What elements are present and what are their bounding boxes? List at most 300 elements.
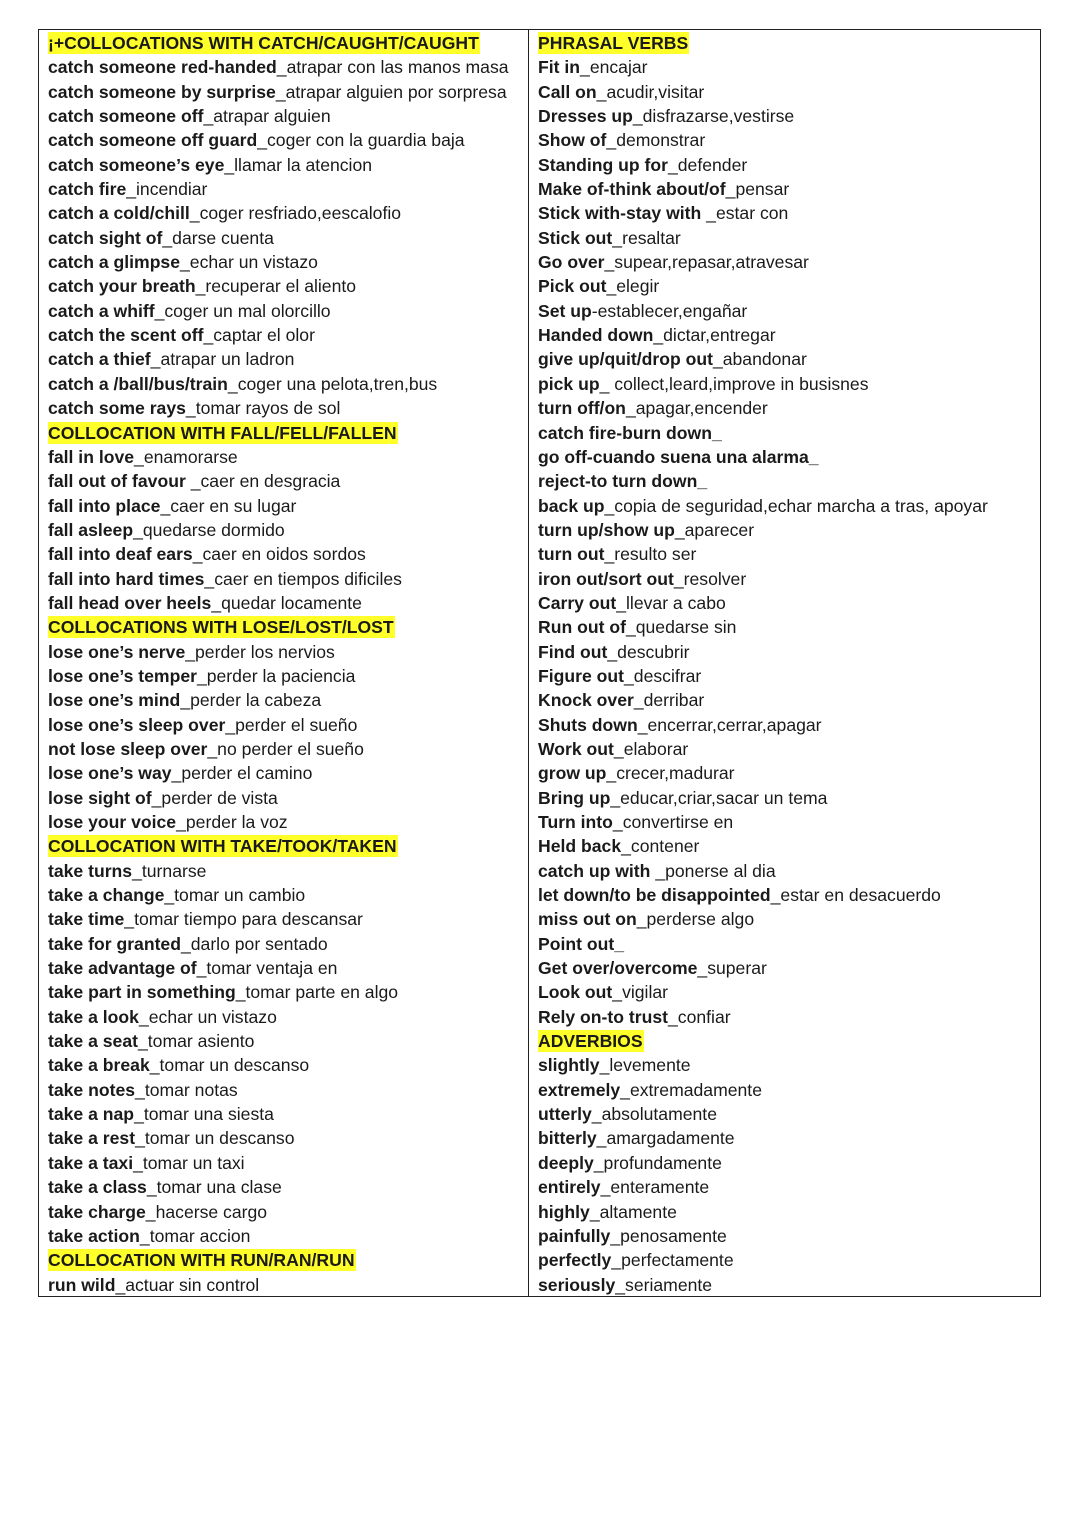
vocab-meaning: _supear,repasar,atravesar bbox=[604, 252, 809, 273]
vocab-term: Call on bbox=[538, 81, 597, 102]
vocab-meaning: _convertirse en bbox=[612, 812, 734, 832]
vocab-term: Make of-think about/of bbox=[538, 179, 726, 200]
vocab-meaning: _penosamente bbox=[610, 1225, 727, 1246]
vocab-meaning: _enamorarse bbox=[134, 446, 238, 467]
vocab-term: take advantage of bbox=[48, 958, 197, 979]
vocab-entry bbox=[538, 1273, 1040, 1296]
vocab-entry bbox=[48, 250, 528, 274]
vocab-meaning: _resolver bbox=[673, 568, 747, 589]
vocab-term: lose your voice bbox=[48, 812, 177, 832]
vocab-term: go off-cuando suena una alarma_ bbox=[538, 446, 819, 467]
vocab-entry bbox=[48, 664, 528, 688]
section-heading-row bbox=[48, 1248, 528, 1272]
vocab-term: seriously bbox=[538, 1274, 616, 1295]
vocab-term: bitterly bbox=[538, 1128, 597, 1149]
vocab-entry bbox=[48, 226, 528, 250]
section-heading: COLLOCATION WITH TAKE/TOOK/TAKEN bbox=[48, 836, 397, 857]
vocab-entry bbox=[48, 494, 528, 518]
vocab-term: back up bbox=[538, 495, 605, 516]
vocab-entry bbox=[538, 1078, 1040, 1102]
vocab-term: perfectly bbox=[538, 1250, 612, 1271]
vocab-meaning: _descubrir bbox=[607, 641, 690, 662]
vocab-entry bbox=[48, 542, 528, 566]
vocab-meaning: _disfrazarse,vestirse bbox=[632, 106, 795, 127]
vocab-entry bbox=[538, 274, 1040, 298]
vocab-term: take a look bbox=[48, 1006, 139, 1027]
vocab-entry bbox=[48, 1175, 528, 1199]
vocab-entry bbox=[538, 688, 1040, 712]
vocab-meaning: _perder de vista bbox=[151, 787, 278, 808]
vocab-term: Get over/overcome bbox=[538, 958, 698, 979]
vocab-meaning: _llamar la atencion bbox=[224, 154, 373, 175]
vocab-meaning: _encajar bbox=[580, 57, 648, 78]
vocab-entry bbox=[538, 1126, 1040, 1150]
vocab-meaning: _perder el camino bbox=[171, 763, 313, 784]
vocab-term: entirely bbox=[538, 1177, 601, 1198]
vocab-entry bbox=[48, 128, 528, 152]
vocab-meaning: -establecer,engañar bbox=[591, 300, 748, 321]
vocab-term: miss out on bbox=[538, 909, 637, 930]
vocab-meaning: _tomar notas bbox=[135, 1079, 238, 1100]
vocab-entry bbox=[538, 786, 1040, 810]
vocab-term: catch someone off guard bbox=[48, 130, 258, 151]
vocab-term: Work out bbox=[538, 738, 614, 759]
vocab-meaning: _tomar un descanso bbox=[135, 1128, 295, 1149]
vocab-entry bbox=[538, 518, 1040, 542]
vocab-term: fall asleep bbox=[48, 519, 134, 540]
vocab-meaning: _actuar sin control bbox=[115, 1274, 260, 1295]
vocab-term: Dresses up bbox=[538, 106, 633, 127]
vocab-meaning: _quedar locamente bbox=[211, 592, 362, 613]
vocab-term: catch some rays bbox=[48, 398, 186, 419]
vocab-meaning: _tomar un cambio bbox=[164, 885, 306, 906]
vocab-meaning: _vigilar bbox=[612, 982, 669, 1003]
section-heading: COLLOCATION WITH FALL/FELL/FALLEN bbox=[48, 422, 397, 443]
vocab-entry bbox=[538, 664, 1040, 688]
vocab-entry bbox=[538, 907, 1040, 931]
vocab-meaning: _caer en su lugar bbox=[160, 495, 297, 516]
vocab-term: take charge bbox=[48, 1201, 146, 1222]
vocab-entry bbox=[538, 396, 1040, 420]
vocab-entry bbox=[538, 834, 1040, 858]
vocab-meaning: _tomar un descanso bbox=[149, 1055, 310, 1076]
vocab-entry bbox=[538, 1151, 1040, 1175]
vocab-meaning: _demonstrar bbox=[606, 130, 706, 151]
vocab-entry bbox=[48, 177, 528, 201]
vocab-meaning: _extremadamente bbox=[620, 1079, 762, 1100]
vocab-term: Standing up for bbox=[538, 154, 668, 175]
vocab-entry bbox=[48, 55, 528, 79]
vocab-meaning: _copia de seguridad,echar marcha a tras, apoyar bbox=[604, 495, 988, 516]
vocab-entry bbox=[538, 591, 1040, 615]
vocab-meaning: _tomar un taxi bbox=[133, 1152, 245, 1173]
vocab-term: lose one’s sleep over bbox=[48, 714, 226, 735]
vocab-entry bbox=[538, 421, 1040, 445]
vocab-meaning: _perder la cabeza bbox=[180, 690, 322, 711]
vocab-term: Handed down bbox=[538, 325, 654, 346]
vocab-term: Point out_ bbox=[538, 933, 625, 954]
vocab-meaning: _enteramente bbox=[600, 1177, 710, 1198]
vocab-term: Set up bbox=[538, 300, 592, 321]
vocab-entry bbox=[538, 323, 1040, 347]
vocab-entry bbox=[48, 396, 528, 420]
vocab-term: take time bbox=[48, 909, 125, 930]
vocab-term: take a class bbox=[48, 1177, 147, 1198]
vocabulary-table bbox=[38, 29, 1041, 1297]
vocab-meaning: _incendiar bbox=[126, 179, 208, 200]
vocab-meaning: _absolutamente bbox=[591, 1104, 717, 1125]
vocab-term: reject-to turn down_ bbox=[538, 471, 708, 492]
vocab-meaning: _darse cuenta bbox=[162, 227, 274, 248]
vocab-meaning: _superar bbox=[697, 958, 767, 979]
vocab-entry bbox=[538, 810, 1040, 834]
vocab-entry bbox=[48, 883, 528, 907]
vocab-term: not lose sleep over bbox=[48, 738, 208, 759]
vocab-entry bbox=[48, 372, 528, 396]
vocab-term: Look out bbox=[538, 982, 613, 1003]
vocab-meaning: _darlo por sentado bbox=[180, 933, 328, 954]
vocab-term: turn up/show up bbox=[538, 519, 675, 540]
vocab-meaning: _crecer,madurar bbox=[606, 763, 735, 784]
vocab-term: take action bbox=[48, 1225, 140, 1246]
vocab-entry bbox=[48, 104, 528, 128]
vocab-term: give up/quit/drop out bbox=[538, 349, 713, 370]
vocab-entry bbox=[538, 567, 1040, 591]
vocab-term: deeply bbox=[538, 1152, 594, 1173]
vocab-meaning: _tomar ventaja en bbox=[196, 958, 338, 979]
vocab-term: Carry out bbox=[538, 592, 617, 613]
vocab-entry bbox=[48, 1151, 528, 1175]
vocab-entry bbox=[48, 1273, 528, 1296]
vocab-meaning: _levemente bbox=[599, 1055, 691, 1076]
vocab-term: take part in something bbox=[48, 982, 236, 1003]
vocab-entry bbox=[538, 640, 1040, 664]
vocab-term: catch a cold/chill bbox=[48, 203, 190, 224]
vocab-term: Bring up bbox=[538, 787, 611, 808]
vocab-entry bbox=[48, 201, 528, 225]
vocab-meaning: _descifrar bbox=[624, 665, 702, 686]
vocab-term: lose one’s temper bbox=[48, 665, 197, 686]
vocab-meaning: _resulto ser bbox=[604, 544, 697, 565]
vocab-meaning: _caer en desgracia bbox=[190, 471, 341, 492]
vocab-term: lose one’s mind bbox=[48, 690, 181, 711]
vocab-entry bbox=[48, 932, 528, 956]
vocab-entry bbox=[538, 932, 1040, 956]
vocab-meaning: _tomar asiento bbox=[138, 1031, 255, 1052]
vocab-meaning: _resaltar bbox=[612, 227, 681, 248]
vocab-entry bbox=[48, 591, 528, 615]
vocab-term: Held back bbox=[538, 836, 622, 857]
section-heading-row bbox=[48, 31, 528, 55]
vocab-entry bbox=[538, 737, 1040, 761]
vocab-term: Go over bbox=[538, 252, 605, 273]
vocab-term: Run out of bbox=[538, 617, 626, 638]
vocab-meaning: _defender bbox=[667, 154, 748, 175]
vocab-term: extremely bbox=[538, 1079, 621, 1100]
vocab-entry bbox=[538, 1175, 1040, 1199]
vocab-entry bbox=[538, 1053, 1040, 1077]
vocab-term: Show of bbox=[538, 130, 607, 151]
vocab-meaning: _llevar a cabo bbox=[616, 592, 726, 613]
vocab-entry bbox=[538, 445, 1040, 469]
vocab-term: take a break bbox=[48, 1055, 150, 1076]
vocab-entry bbox=[538, 494, 1040, 518]
vocab-entry bbox=[538, 372, 1040, 396]
vocab-meaning: _educar,criar,sacar un tema bbox=[610, 787, 828, 808]
vocab-entry bbox=[48, 980, 528, 1004]
vocab-entry bbox=[538, 153, 1040, 177]
vocab-meaning: _turnarse bbox=[132, 860, 207, 881]
vocab-term: take a change bbox=[48, 885, 165, 906]
vocab-entry bbox=[538, 1102, 1040, 1126]
vocab-term: take a taxi bbox=[48, 1152, 134, 1173]
vocab-entry bbox=[48, 323, 528, 347]
vocab-entry bbox=[538, 615, 1040, 639]
vocab-term: fall into hard times bbox=[48, 568, 205, 589]
vocab-term: turn off/on bbox=[538, 398, 626, 419]
vocab-meaning: _profundamente bbox=[593, 1152, 722, 1173]
vocab-entry bbox=[48, 347, 528, 371]
vocab-entry bbox=[538, 226, 1040, 250]
vocab-entry bbox=[538, 201, 1040, 225]
vocab-entry bbox=[538, 713, 1040, 737]
vocab-entry bbox=[48, 1200, 528, 1224]
vocab-meaning: _coger una pelota,tren,bus bbox=[227, 373, 438, 394]
vocab-meaning: _caer en tiempos dificiles bbox=[204, 568, 402, 589]
vocab-meaning: _perderse algo bbox=[636, 909, 755, 930]
vocab-term: catch someone’s eye bbox=[48, 154, 225, 175]
vocab-term: catch sight of bbox=[48, 227, 163, 248]
vocab-entry bbox=[538, 347, 1040, 371]
vocab-entry bbox=[48, 567, 528, 591]
vocab-meaning: _perder la voz bbox=[176, 812, 288, 832]
vocab-entry bbox=[538, 128, 1040, 152]
phrasal-verbs-column bbox=[529, 30, 1040, 1296]
vocab-meaning: _amargadamente bbox=[596, 1128, 735, 1149]
vocab-term: catch a glimpse bbox=[48, 252, 181, 273]
vocab-term: Fit in bbox=[538, 57, 581, 78]
vocab-term: Find out bbox=[538, 641, 608, 662]
vocab-term: Knock over bbox=[538, 690, 634, 711]
vocab-meaning: _altamente bbox=[589, 1201, 677, 1222]
section-heading: ADVERBIOS bbox=[538, 1031, 643, 1052]
vocab-entry bbox=[48, 1053, 528, 1077]
vocab-meaning: _perder los nervios bbox=[185, 641, 335, 662]
vocab-term: take notes bbox=[48, 1079, 136, 1100]
vocab-meaning: _coger con la guardia baja bbox=[257, 130, 465, 151]
vocab-entry bbox=[48, 80, 528, 104]
vocab-entry bbox=[538, 980, 1040, 1004]
vocab-meaning: _derribar bbox=[633, 690, 705, 711]
vocab-term: fall head over heels bbox=[48, 592, 212, 613]
vocab-entry bbox=[48, 445, 528, 469]
vocab-meaning: _estar con bbox=[706, 203, 789, 224]
vocab-entry bbox=[48, 299, 528, 323]
vocab-term: iron out/sort out bbox=[538, 568, 674, 589]
vocab-meaning: _echar un vistazo bbox=[180, 252, 318, 273]
vocab-entry bbox=[48, 956, 528, 980]
vocab-entry bbox=[538, 956, 1040, 980]
vocab-term: let down/to be disappointed bbox=[538, 885, 771, 906]
vocab-term: take turns bbox=[48, 860, 133, 881]
vocab-term: take a seat bbox=[48, 1031, 138, 1052]
vocab-meaning: _tomar una clase bbox=[146, 1177, 282, 1198]
vocab-term: catch someone off bbox=[48, 106, 204, 127]
vocab-entry bbox=[48, 859, 528, 883]
vocab-meaning: _elaborar bbox=[613, 738, 689, 759]
vocab-meaning: _perfectamente bbox=[611, 1250, 734, 1271]
vocab-entry bbox=[538, 761, 1040, 785]
vocab-entry bbox=[538, 859, 1040, 883]
vocab-meaning: _tomar parte en algo bbox=[235, 982, 399, 1003]
vocab-term: lose one’s way bbox=[48, 763, 172, 784]
vocab-entry bbox=[48, 518, 528, 542]
vocab-term: slightly bbox=[538, 1055, 600, 1076]
vocab-term: catch fire bbox=[48, 179, 127, 200]
section-heading-row bbox=[538, 1029, 1040, 1053]
vocab-entry bbox=[48, 153, 528, 177]
vocab-entry bbox=[538, 250, 1040, 274]
vocab-entry bbox=[538, 80, 1040, 104]
vocab-entry bbox=[48, 274, 528, 298]
section-heading-row bbox=[48, 834, 528, 858]
vocab-meaning: _aparecer bbox=[674, 519, 755, 540]
section-heading: ¡+COLLOCATIONS WITH CATCH/CAUGHT/CAUGHT bbox=[48, 33, 479, 53]
vocab-term: take a nap bbox=[48, 1104, 135, 1125]
vocab-meaning: _echar un vistazo bbox=[138, 1006, 277, 1027]
vocab-term: highly bbox=[538, 1201, 590, 1222]
vocab-term: catch the scent off bbox=[48, 325, 204, 346]
vocab-entry bbox=[538, 542, 1040, 566]
vocab-meaning: _atrapar alguien bbox=[203, 106, 331, 127]
vocab-term: fall into place bbox=[48, 495, 161, 516]
vocab-meaning: _perder la paciencia bbox=[196, 665, 356, 686]
vocab-term: catch a thief bbox=[48, 349, 151, 370]
vocab-term: run wild bbox=[48, 1274, 116, 1295]
vocab-meaning: _contener bbox=[621, 836, 700, 857]
vocab-term: catch a /ball/bus/train bbox=[48, 373, 228, 394]
vocab-term: pick up bbox=[538, 373, 600, 394]
vocab-meaning: _abandonar bbox=[712, 349, 807, 370]
vocab-entry bbox=[538, 177, 1040, 201]
vocab-entry bbox=[538, 55, 1040, 79]
vocab-entry bbox=[48, 688, 528, 712]
vocab-meaning: _tomar accion bbox=[139, 1225, 251, 1246]
vocab-meaning: _encerrar,cerrar,apagar bbox=[637, 714, 822, 735]
vocab-entry bbox=[48, 713, 528, 737]
section-heading: COLLOCATIONS WITH LOSE/LOST/LOST bbox=[48, 617, 394, 638]
vocab-meaning: _pensar bbox=[725, 179, 790, 200]
vocab-meaning: _estar en desacuerdo bbox=[770, 885, 941, 906]
vocab-term: catch someone by surprise bbox=[48, 81, 276, 102]
vocab-term: painfully bbox=[538, 1225, 611, 1246]
vocab-entry bbox=[48, 810, 528, 834]
vocab-term: catch up with bbox=[538, 860, 656, 881]
vocab-meaning: _coger un mal olorcillo bbox=[154, 300, 331, 321]
vocab-meaning: _no perder el sueño bbox=[207, 738, 364, 759]
vocab-term: take a rest bbox=[48, 1128, 136, 1149]
section-heading: COLLOCATION WITH RUN/RAN/RUN bbox=[48, 1250, 355, 1271]
vocab-term: Turn into bbox=[538, 812, 613, 832]
vocab-meaning: _hacerse cargo bbox=[145, 1201, 268, 1222]
vocab-entry bbox=[48, 761, 528, 785]
vocab-entry bbox=[48, 1102, 528, 1126]
vocab-meaning: _captar el olor bbox=[203, 325, 315, 346]
vocab-entry bbox=[48, 1126, 528, 1150]
collocations-column bbox=[39, 30, 529, 1296]
vocab-term: fall out of favour bbox=[48, 471, 191, 492]
vocab-entry bbox=[48, 1029, 528, 1053]
vocab-entry bbox=[538, 1224, 1040, 1248]
vocab-term: turn out bbox=[538, 544, 605, 565]
vocab-term: lose one’s nerve bbox=[48, 641, 186, 662]
vocab-term: catch your breath bbox=[48, 276, 196, 297]
vocab-entry bbox=[48, 786, 528, 810]
vocab-meaning: _quedarse sin bbox=[625, 617, 737, 638]
vocab-meaning: _atrapar con las manos masa bbox=[276, 57, 509, 78]
vocab-meaning: _recuperar el aliento bbox=[195, 276, 357, 297]
vocab-term: grow up bbox=[538, 763, 607, 784]
vocab-term: Stick out bbox=[538, 227, 613, 248]
vocab-term: catch a whiff bbox=[48, 300, 155, 321]
section-heading-row bbox=[48, 615, 528, 639]
vocab-meaning: _perder el sueño bbox=[225, 714, 358, 735]
vocab-meaning: _quedarse dormido bbox=[133, 519, 285, 540]
vocab-term: Figure out bbox=[538, 665, 625, 686]
vocab-meaning: _ collect,leard,improve in busisnes bbox=[599, 373, 869, 394]
vocab-meaning: _elegir bbox=[606, 276, 660, 297]
vocab-entry bbox=[538, 883, 1040, 907]
vocab-meaning: _coger resfriado,eescalofio bbox=[189, 203, 402, 224]
vocab-entry bbox=[538, 299, 1040, 323]
vocab-term: take for granted bbox=[48, 933, 181, 954]
vocab-term: utterly bbox=[538, 1104, 592, 1125]
section-heading-row bbox=[48, 421, 528, 445]
vocab-term: Shuts down bbox=[538, 714, 638, 735]
vocab-term: catch fire-burn down_ bbox=[538, 422, 722, 443]
vocab-meaning: _apagar,encender bbox=[625, 398, 768, 419]
vocab-term: fall in love bbox=[48, 446, 135, 467]
vocab-entry bbox=[48, 737, 528, 761]
vocab-term: catch someone red-handed bbox=[48, 57, 277, 78]
vocab-entry bbox=[48, 640, 528, 664]
vocab-entry bbox=[48, 907, 528, 931]
vocab-meaning: _tomar una siesta bbox=[134, 1104, 274, 1125]
vocab-entry bbox=[48, 1224, 528, 1248]
vocab-meaning: _tomar tiempo para descansar bbox=[124, 909, 363, 930]
vocab-meaning: _dictar,entregar bbox=[653, 325, 776, 346]
vocab-term: lose sight of bbox=[48, 787, 152, 808]
vocab-entry bbox=[48, 1078, 528, 1102]
section-heading-row bbox=[538, 31, 1040, 55]
vocab-entry bbox=[538, 1248, 1040, 1272]
vocab-entry bbox=[538, 1005, 1040, 1029]
vocab-term: Stick with-stay with bbox=[538, 203, 707, 224]
vocab-entry bbox=[48, 1005, 528, 1029]
vocab-meaning: _acudir,visitar bbox=[596, 81, 705, 102]
vocab-meaning: _ponerse al dia bbox=[655, 860, 776, 881]
vocab-meaning: _atrapar alguien por sorpresa bbox=[275, 81, 507, 102]
vocab-entry bbox=[538, 469, 1040, 493]
vocab-meaning: _atrapar un ladron bbox=[150, 349, 295, 370]
vocab-meaning: _tomar rayos de sol bbox=[185, 398, 341, 419]
vocab-entry bbox=[48, 469, 528, 493]
vocab-entry bbox=[538, 1200, 1040, 1224]
vocab-term: Rely on-to trust bbox=[538, 1006, 668, 1027]
vocab-meaning: _seriamente bbox=[615, 1274, 713, 1295]
vocab-meaning: _caer en oidos sordos bbox=[192, 544, 366, 565]
vocab-term: Pick out bbox=[538, 276, 607, 297]
